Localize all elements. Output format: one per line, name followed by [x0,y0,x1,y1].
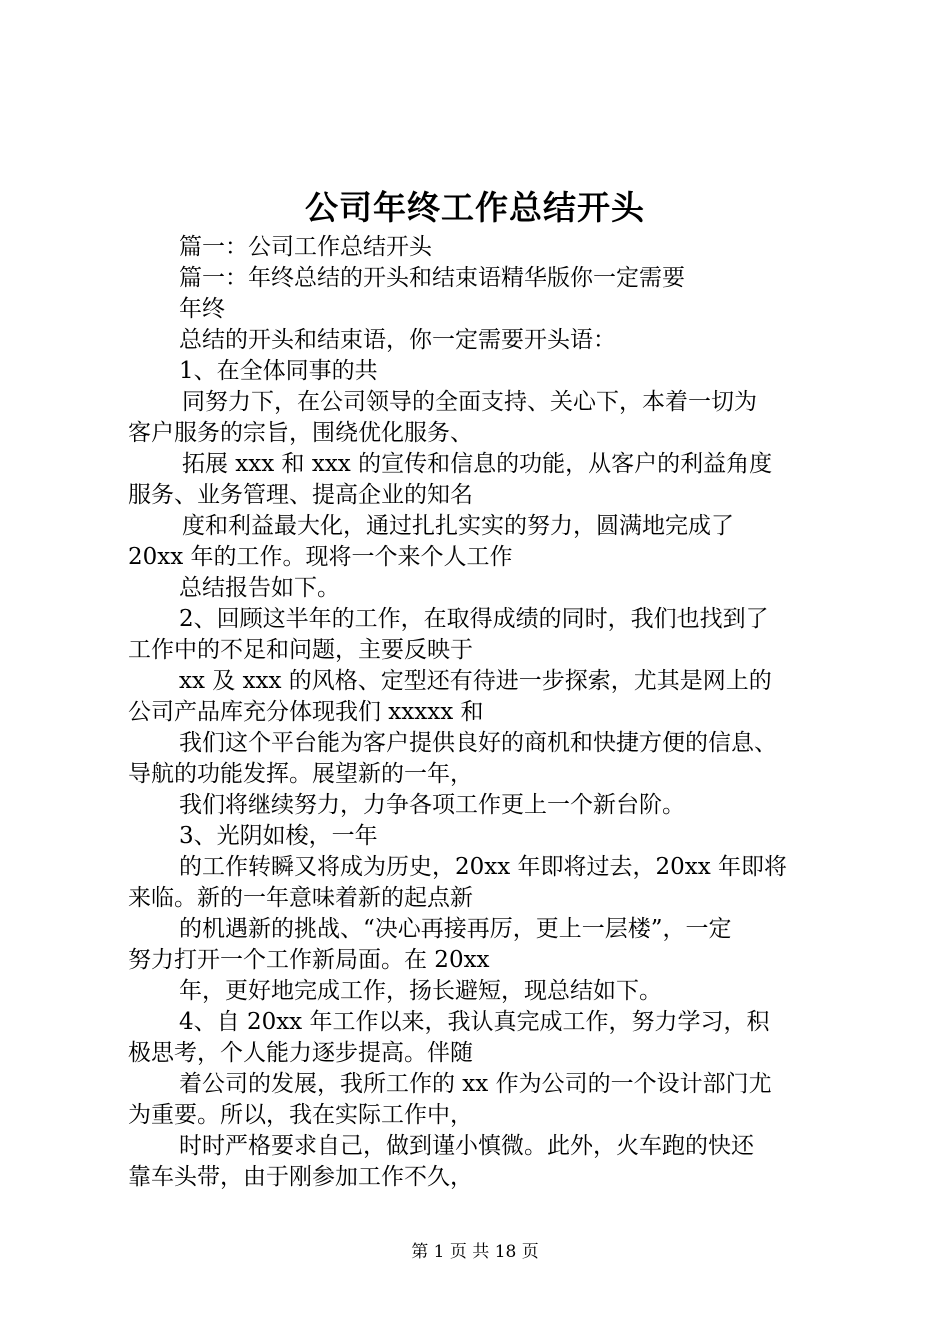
body-line: 来临。新的一年意味着新的起点新 [128,885,473,911]
body-line: 年终 [179,296,225,322]
body-line: 2、回顾这半年的工作，在取得成绩的同时，我们也找到了 [179,606,769,632]
body-line: 度和利益最大化，通过扎扎实实的努力，圆满地完成了 [182,513,734,539]
document-body [128,232,838,1193]
body-line: 客户服务的宗旨，围绕优化服务、 [128,420,473,446]
body-line: 3、光阴如梭，一年 [179,823,378,849]
page-number-footer: 第 1 页 共 18 页 [411,1242,539,1262]
body-line: 工作中的不足和问题，主要反映于 [128,637,473,663]
body-line: 服务、业务管理、提高企业的知名 [128,482,473,508]
body-line: 的机遇新的挑战、“决心再接再厉，更上一层楼”，一定 [179,916,732,942]
body-line: 为重要。所以，我在实际工作中， [128,1102,473,1128]
body-line: 4、自 20xx 年工作以来，我认真完成工作，努力学习，积 [179,1009,770,1035]
body-line: 总结报告如下。 [179,575,340,601]
body-line: xx 及 xxx 的风格、定型还有待进一步探索，尤其是网上的 [179,668,772,694]
body-line: 我们这个平台能为客户提供良好的商机和快捷方便的信息、 [179,730,777,756]
body-line: 年，更好地完成工作，扬长避短，现总结如下。 [179,978,662,1004]
body-line: 篇一：公司工作总结开头 [179,234,432,260]
body-line: 极思考，个人能力逐步提高。伴随 [128,1040,473,1066]
body-line: 着公司的发展，我所工作的 xx 作为公司的一个设计部门尤 [179,1071,772,1097]
body-line: 同努力下，在公司领导的全面支持、关心下，本着一切为 [182,389,757,415]
body-line: 我们将继续努力，力争各项工作更上一个新台阶。 [179,792,685,818]
body-line: 篇一：年终总结的开头和结束语精华版你一定需要 [179,265,685,291]
body-line: 1、在全体同事的共 [179,358,378,384]
body-line: 努力打开一个工作新局面。在 20xx [128,947,490,973]
body-line: 公司产品库充分体现我们 xxxxx 和 [128,699,484,725]
body-line: 时时严格要求自己，做到谨小慎微。此外，火车跑的快还 [179,1133,754,1159]
body-line: 20xx 年的工作。现将一个来个人工作 [128,544,513,570]
body-line: 靠车头带，由于刚参加工作不久， [128,1164,473,1190]
body-line: 拓展 xxx 和 xxx 的宣传和信息的功能，从客户的利益角度 [182,451,773,477]
body-line: 导航的功能发挥。展望新的一年， [128,761,473,787]
document-title: 公司年终工作总结开头 [305,188,645,227]
body-line: 总结的开头和结束语，你一定需要开头语： [179,327,616,353]
body-line: 的工作转瞬又将成为历史，20xx 年即将过去，20xx 年即将 [179,854,788,880]
